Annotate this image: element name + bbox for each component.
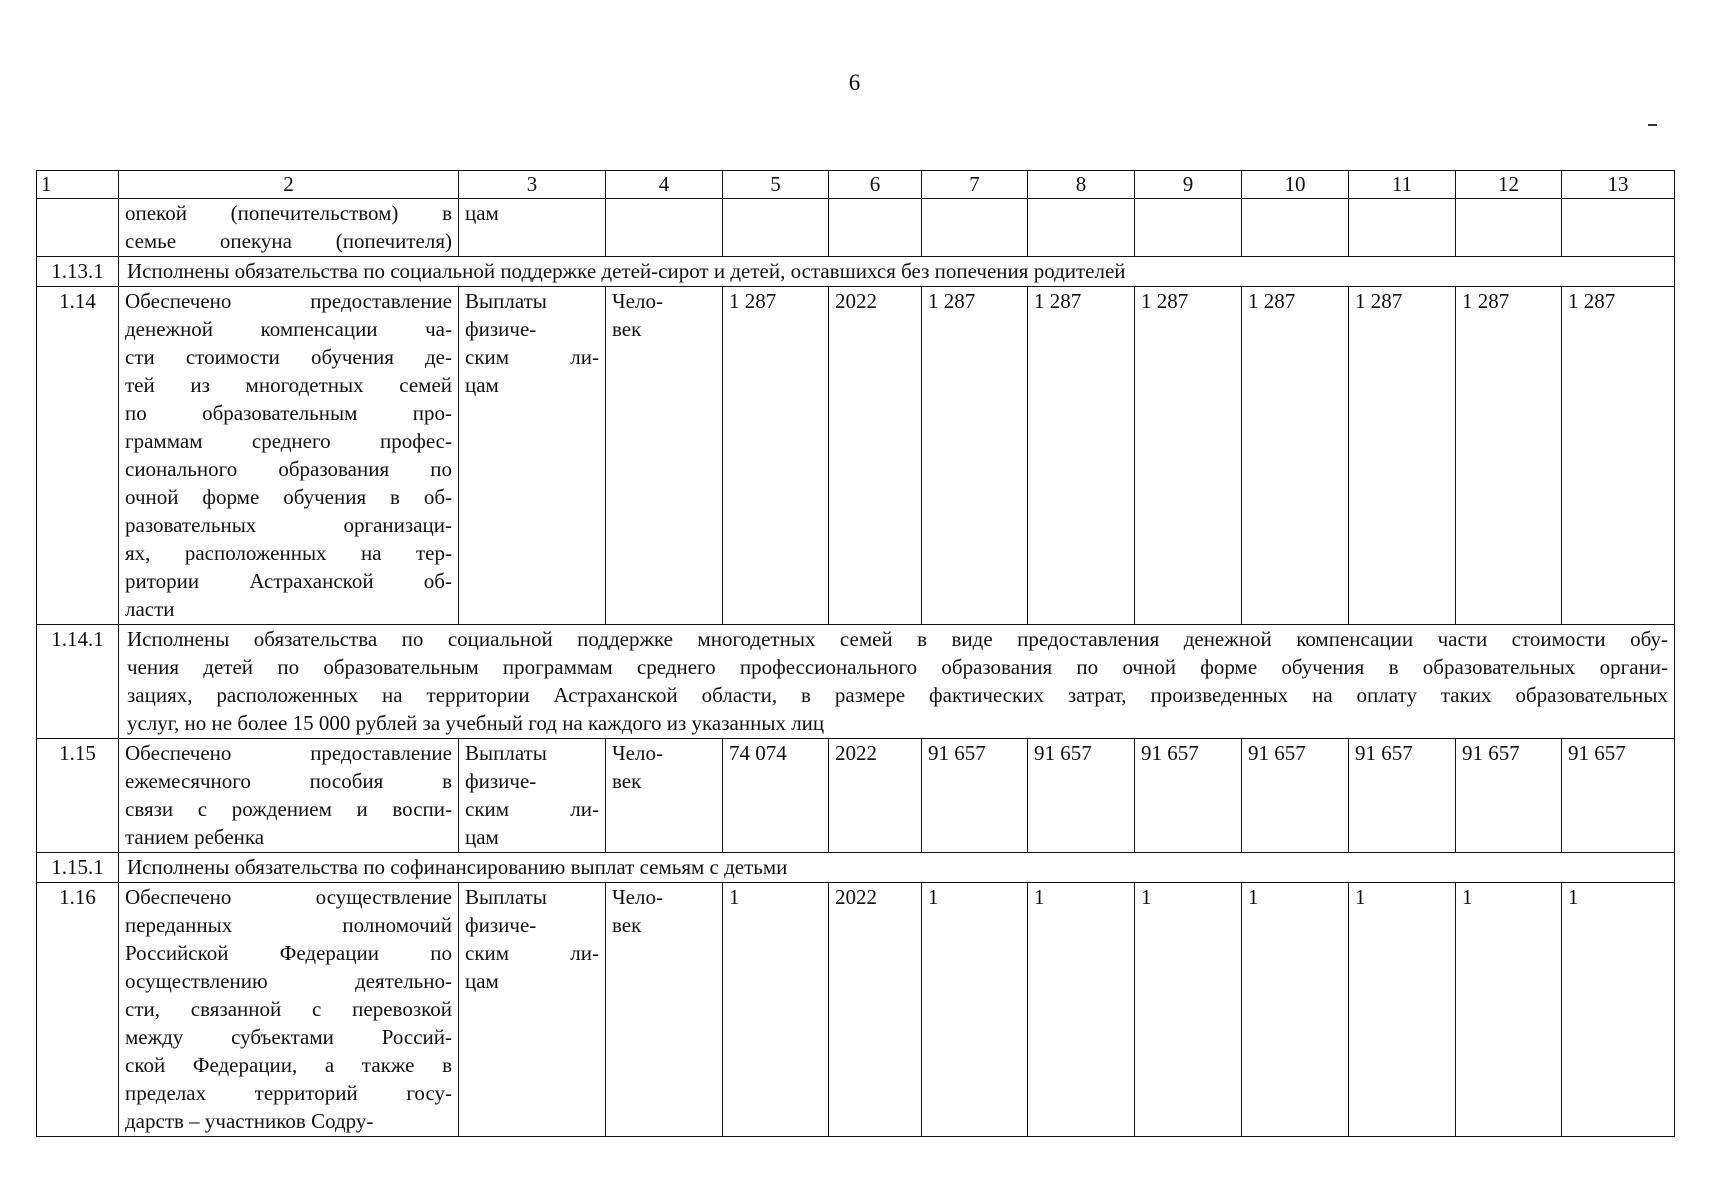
payment-type (459, 739, 606, 853)
indicator-description (119, 199, 459, 257)
indicator-description (119, 287, 459, 625)
year-value (1349, 199, 1456, 257)
text-line: тей из многодетных семей (125, 373, 452, 397)
text-line: Выплаты (465, 885, 547, 909)
base-value (723, 199, 829, 257)
year-value: 1 287 (1349, 287, 1456, 625)
text-line: опекой (попечительством) в (125, 201, 452, 225)
year-value: 1 287 (1242, 287, 1349, 625)
text-line: ским ли- (465, 797, 599, 821)
text-line: Обеспечено предоставление (125, 289, 452, 313)
year-value: 1 (1028, 883, 1135, 1137)
text-line: ским ли- (465, 345, 599, 369)
text-line: чения детей по образовательным программам среднего профессионального образования по очной форме обучения в образовательных органи- (127, 655, 1668, 679)
indicator-description (119, 883, 459, 1137)
year-value: 1 (1456, 883, 1562, 1137)
year-value: 1 (1349, 883, 1456, 1137)
indicator-description (119, 739, 459, 853)
row-id (37, 199, 119, 257)
text-line: Выплаты (465, 289, 547, 313)
year-value: 1 (922, 883, 1028, 1137)
indicator-row (37, 199, 1675, 257)
year-value (922, 199, 1028, 257)
text-line: век (612, 913, 642, 937)
text-line: ской Федерации, а также в (125, 1053, 452, 1077)
text-line: семье опекуна (попечителя) (125, 229, 452, 253)
year-value: 91 657 (1562, 739, 1675, 853)
text-line: век (612, 317, 642, 341)
text-line: Чело- (612, 741, 663, 765)
text-line: разовательных организаци- (125, 513, 452, 537)
text-line: физиче- (465, 769, 537, 793)
column-number: 3 (459, 171, 606, 199)
column-number: 2 (119, 171, 459, 199)
column-number: 11 (1349, 171, 1456, 199)
text-line: цам (465, 201, 499, 225)
year-value: 1 287 (1028, 287, 1135, 625)
text-line: физиче- (465, 913, 537, 937)
base-value: 1 (723, 883, 829, 1137)
text-line: Выплаты (465, 741, 547, 765)
column-numbers-row (37, 171, 1675, 199)
note-text (119, 625, 1675, 739)
note-text (119, 257, 1675, 287)
text-line: зациях, расположенных на территории Астраханской области, в размере фактических затрат, произведенных на оплату таких образовательных (127, 683, 1668, 707)
indicator-row (37, 287, 1675, 625)
column-number: 8 (1028, 171, 1135, 199)
text-line: ях, расположенных на тер- (125, 541, 452, 565)
note-text (119, 853, 1675, 883)
note-row (37, 257, 1675, 287)
payment-type (459, 883, 606, 1137)
year-value: 91 657 (1456, 739, 1562, 853)
text-line: Обеспечено предоставление (125, 741, 452, 765)
text-line: Чело- (612, 885, 663, 909)
text-line: физиче- (465, 317, 537, 341)
text-line: Исполнены обязательства по социальной поддержке многодетных семей в виде предоставления денежной компенсации части стоимости обу- (127, 627, 1668, 651)
text-line: ритории Астраханской об- (125, 569, 452, 593)
unit-of-measure (606, 199, 723, 257)
text-line: век (612, 769, 642, 793)
text-line: ежемесячного пособия в (125, 769, 452, 793)
text-line: Исполнены обязательства по социальной поддержке детей-сирот и детей, оставшихся без попечения родителей (127, 259, 1126, 283)
column-number: 9 (1135, 171, 1242, 199)
text-line: сти, связанной с перевозкой (125, 997, 452, 1021)
column-number: 6 (829, 171, 922, 199)
indicators-table (36, 170, 1675, 1137)
text-line: связи с рождением и воспи- (125, 797, 452, 821)
text-line: Обеспечено осуществление (125, 885, 452, 909)
year-value: 1 (1242, 883, 1349, 1137)
row-id: 1.15 (37, 739, 119, 853)
row-id: 1.15.1 (37, 853, 119, 883)
indicator-row (37, 739, 1675, 853)
unit-of-measure (606, 287, 723, 625)
note-row (37, 625, 1675, 739)
text-line: граммам среднего профес- (125, 429, 452, 453)
payment-type (459, 287, 606, 625)
text-line: танием ребенка (125, 825, 265, 849)
text-line: дарств – участников Содру- (125, 1109, 374, 1133)
year-value: 1 (1562, 883, 1675, 1137)
year-value: 1 287 (1562, 287, 1675, 625)
page-number: 6 (848, 70, 861, 95)
year-value: 91 657 (1242, 739, 1349, 853)
text-line: между субъектами Россий- (125, 1025, 452, 1049)
text-line: услуг, но не более 15 000 рублей за учебный год на каждого из указанных лиц (127, 711, 825, 735)
text-line: сионального образования по (125, 457, 452, 481)
note-row (37, 853, 1675, 883)
year-value: 91 657 (922, 739, 1028, 853)
column-number: 13 (1562, 171, 1675, 199)
text-line: пределах территорий госу- (125, 1081, 452, 1105)
year-value (1456, 199, 1562, 257)
row-id: 1.16 (37, 883, 119, 1137)
text-line: ласти (125, 597, 175, 621)
row-id: 1.14.1 (37, 625, 119, 739)
scan-mark (1648, 124, 1657, 126)
indicator-row (37, 883, 1675, 1137)
row-id: 1.14 (37, 287, 119, 625)
year-value: 1 287 (922, 287, 1028, 625)
base-year (829, 199, 922, 257)
year-value: 1 (1135, 883, 1242, 1137)
base-year: 2022 (829, 287, 922, 625)
text-line: цам (465, 373, 499, 397)
column-number: 5 (723, 171, 829, 199)
base-value: 74 074 (723, 739, 829, 853)
column-number: 7 (922, 171, 1028, 199)
unit-of-measure (606, 739, 723, 853)
text-line: Исполнены обязательства по софинансированию выплат семьям с детьми (127, 855, 788, 879)
column-number: 1 (37, 171, 119, 199)
row-id: 1.13.1 (37, 257, 119, 287)
text-line: цам (465, 825, 499, 849)
year-value (1562, 199, 1675, 257)
text-line: по образовательным про- (125, 401, 452, 425)
year-value: 91 657 (1349, 739, 1456, 853)
base-value: 1 287 (723, 287, 829, 625)
payment-type (459, 199, 606, 257)
text-line: Российской Федерации по (125, 941, 452, 965)
text-line: цам (465, 969, 499, 993)
year-value (1135, 199, 1242, 257)
unit-of-measure (606, 883, 723, 1137)
year-value: 1 287 (1135, 287, 1242, 625)
year-value: 91 657 (1028, 739, 1135, 853)
text-line: сти стоимости обучения де- (125, 345, 452, 369)
text-line: очной форме обучения в об- (125, 485, 452, 509)
column-number: 12 (1456, 171, 1562, 199)
text-line: Чело- (612, 289, 663, 313)
base-year: 2022 (829, 739, 922, 853)
text-line: осуществлению деятельно- (125, 969, 452, 993)
year-value (1028, 199, 1135, 257)
text-line: переданных полномочий (125, 913, 452, 937)
base-year: 2022 (829, 883, 922, 1137)
text-line: денежной компенсации ча- (125, 317, 452, 341)
column-number: 10 (1242, 171, 1349, 199)
table-body (37, 171, 1675, 1137)
year-value: 1 287 (1456, 287, 1562, 625)
text-line: ским ли- (465, 941, 599, 965)
year-value: 91 657 (1135, 739, 1242, 853)
year-value (1242, 199, 1349, 257)
column-number: 4 (606, 171, 723, 199)
